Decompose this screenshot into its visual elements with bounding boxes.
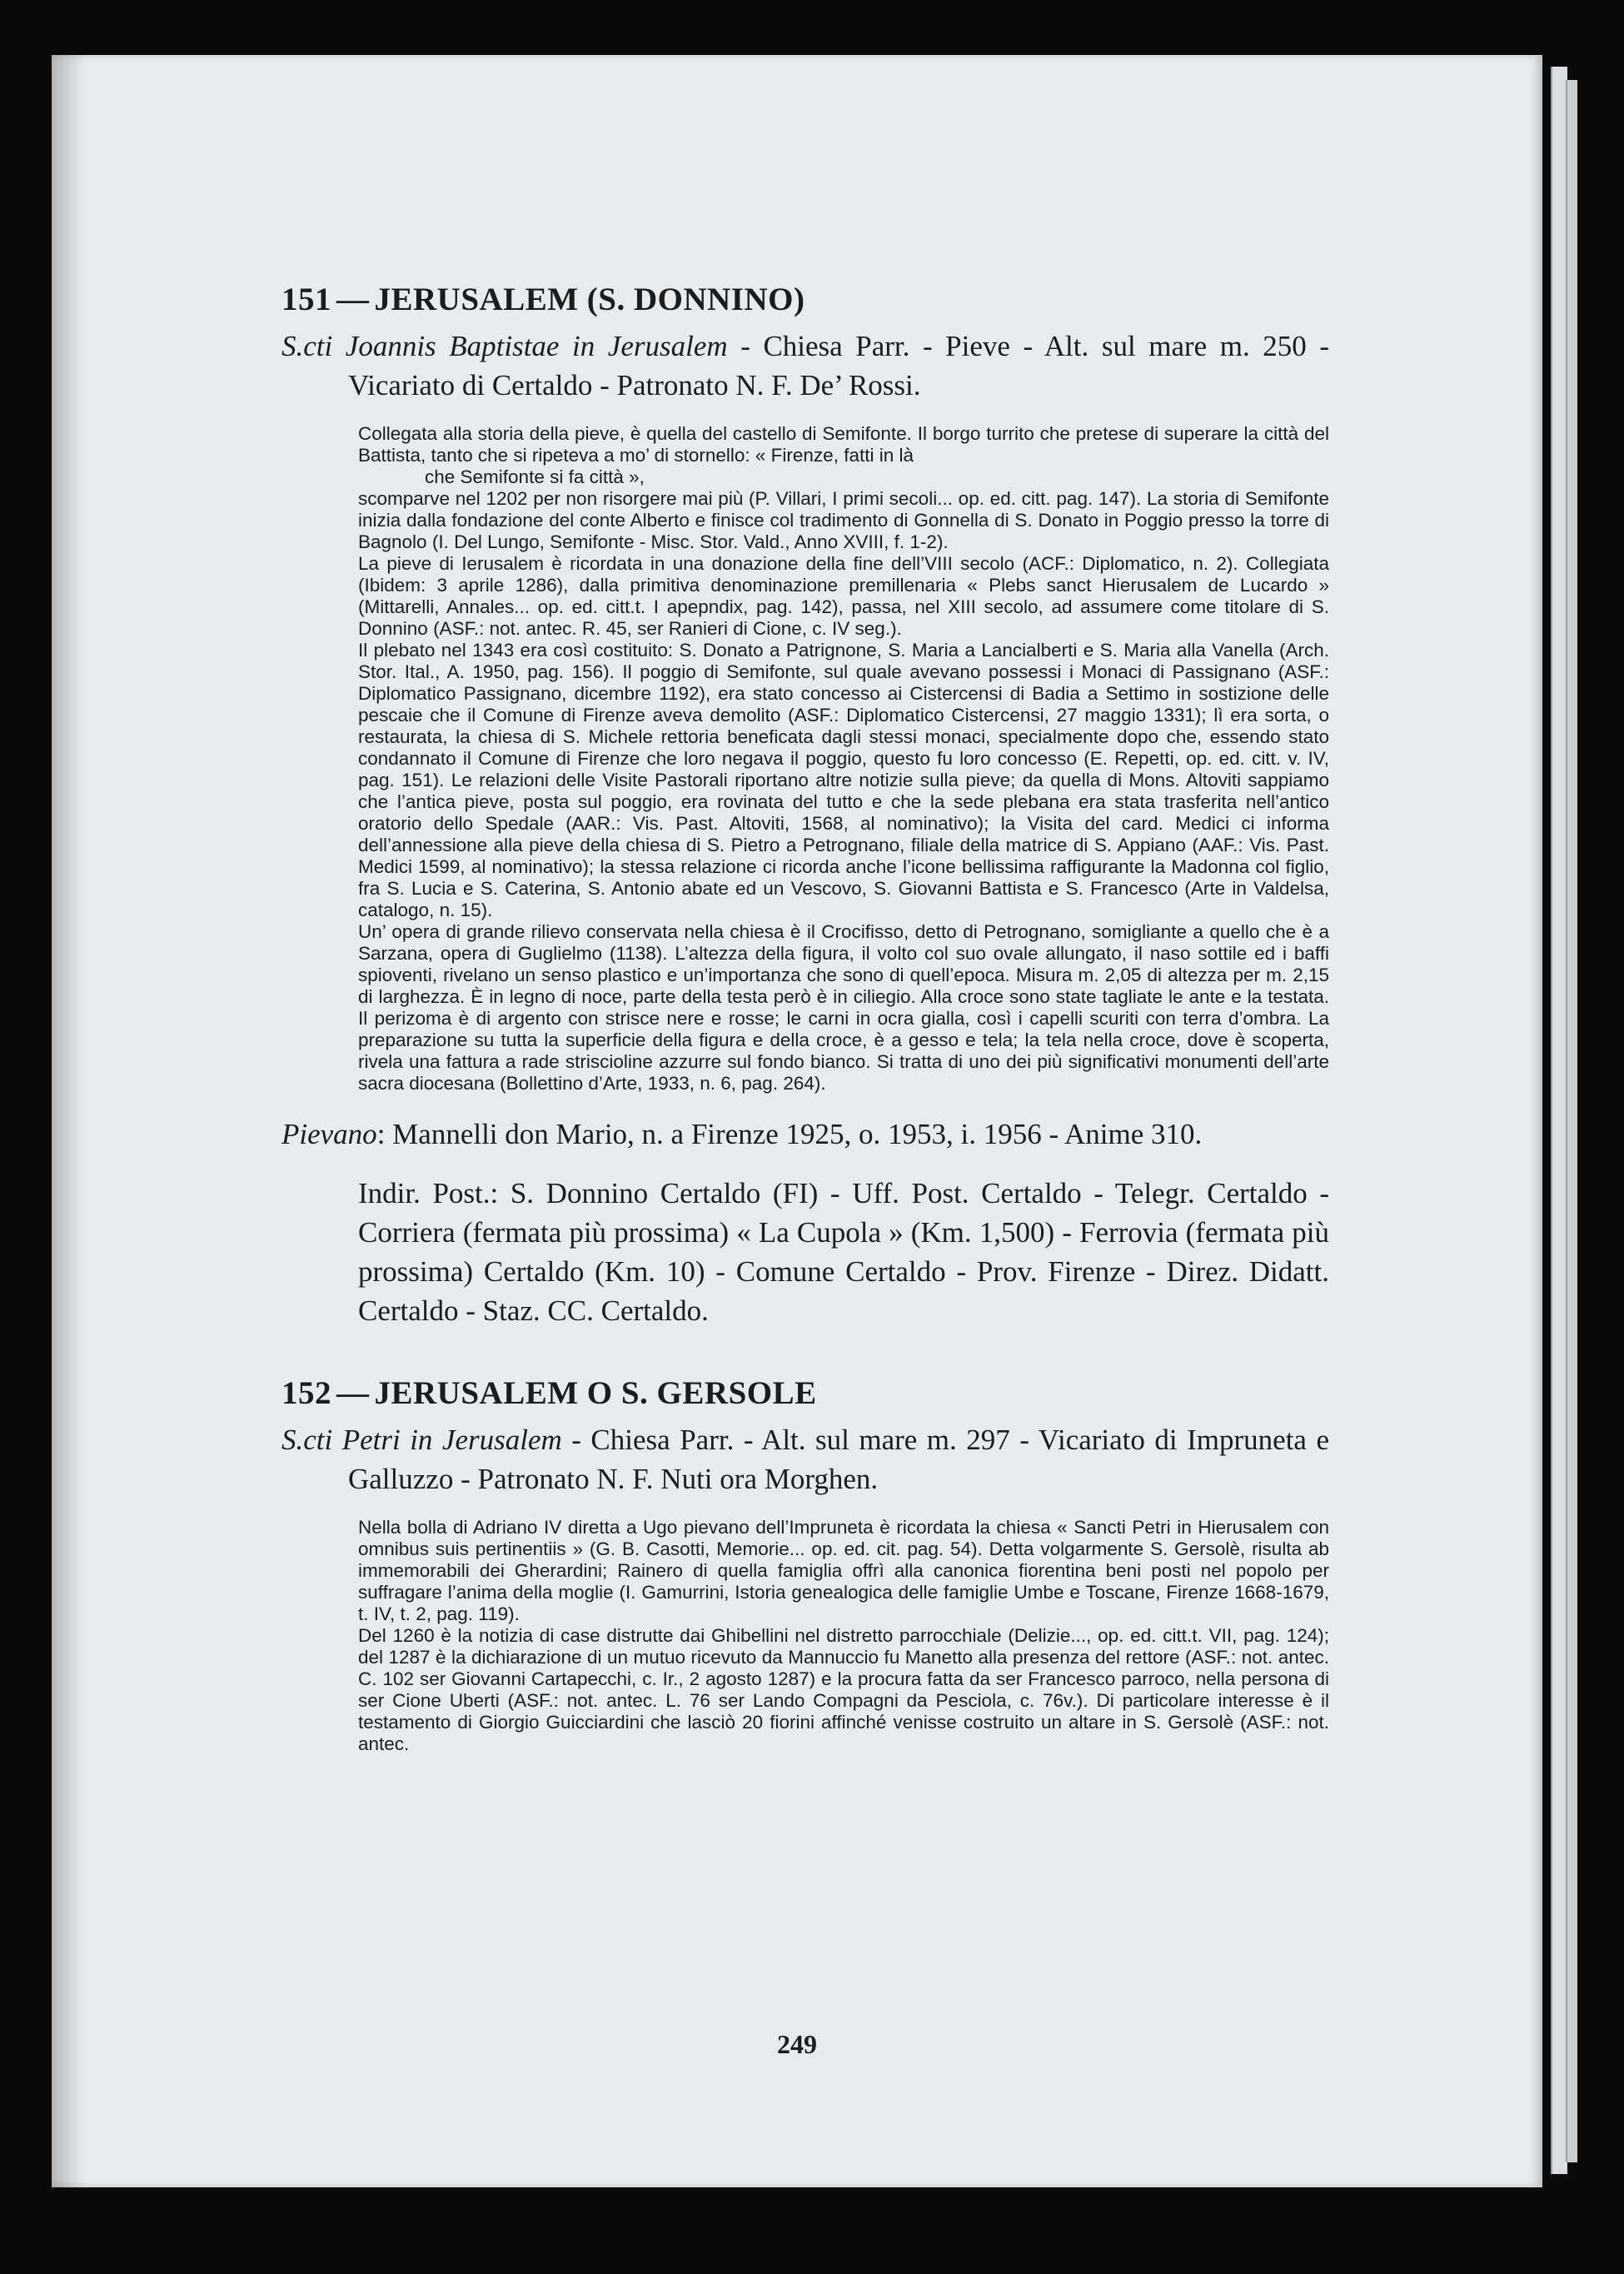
history-paragraph: Nella bolla di Adriano IV diretta a Ugo pievano dell’Impruneta è ricordata la chiesa « Sancti Petri in Hierusalem con omnibus suis pertinentiis » (G. B. Casotti, Memorie... op. ed. cit. pag. 54). Detta volgarmente S. Gersolè, risulta ab immemorabili dei Gherardini; Rainero di quella famiglia offrì alla canonica fiorentina beni posti nel popolo per suffragare l’anima della moglie (I. Gamurrini, Istoria genealogica delle famiglie Umbe e Toscane, Firenze 1668-1679, t. IV, t. 2, pag. 119). [358,1517,1329,1624]
pievano-label: Pievano [281,1118,377,1150]
history-paragraph: Un’ opera di grande rilievo conservata nella chiesa è il Crocifisso, detto di Petrognano, somigliante a quello che è a Sarzana, opera di Guglielmo (1138). L’altezza della figura, il volto col suo ovale allungato, il naso sottile ed i baffi spioventi, rivelano un senso plastico e un’importanza che sono di quell’epoca. Misura m. 2,05 di altezza per m. 2,15 di larghezza. È in legno di noce, parte della testa però è in ciliegio. Alla croce sono state tagliate le ante e la testata. Il perizoma è di argento con strisce nere e rosse; le carni in ocra gialla, così i capelli scuriti con terra d’ombra. La preparazione su tutta la superficie della figura e della croce, è a gesso e tela; la tela nella croce, dove è scoperta, rivela una fattura a rade striscioline azzurre sul fondo bianco. Si tratta di uno dei più significativi monumenti dell’arte sacra diocesana (Bollettino d’Arte, 1933, n. 6, pag. 264). [358,921,1329,1094]
history-verse: che Semifonte si fa città », [425,466,645,487]
entry-name: JERUSALEM O S. GERSOLE [374,1375,817,1411]
history-text [358,1517,1329,1755]
page-content [281,280,1329,1755]
postal-address: Indir. Post.: S. Donnino Certaldo (FI) - Uff. Post. Certaldo - Telegr. Certaldo - Corriera (fermata più prossima) « La Cupola » (Km. 1,500) - Ferrovia (fermata più prossima) Certaldo (Km. 10) - Comune Certaldo - Prov. Firenze - Direz. Didatt. Certaldo - Staz. CC. Certaldo. [358,1177,1329,1327]
entry-description [281,327,1329,405]
history-paragraph: Collegata alla storia della pieve, è quella del castello di Semifonte. Il borgo turrito che pretese di superare la città del Battista, tanto che si ripeteva a mo’ di stornello: « Firenze, fatti in là [358,423,1329,466]
page-number: 249 [777,2029,817,2059]
history-paragraph: scomparve nel 1202 per non risorgere mai più (P. Villari, I primi secoli... op. ed. citt. pag. 147). La storia di Semifonte inizia dalla fondazione del conte Alberto e finisce col tradimento di Gonnella di S. Donato in Poggio presso la torre di Bagnolo (I. Del Lungo, Semifonte - Misc. Stor. Vald., Anno XVIII, f. 1-2). [358,488,1329,552]
page-edge-stack-back [1566,80,1577,2162]
entry-description [281,1420,1329,1499]
book-page [52,55,1542,2187]
church-details: - Chiesa Parr. - Pieve - Alt. sul mare m. 250 - Vicariato di Certaldo - Patronato N. F. De’ Rossi. [348,330,1329,401]
history-text [358,423,1329,1095]
page-edge-stack [1551,67,1567,2174]
gutter-shadow [52,55,85,2187]
history-paragraph: La pieve di Ierusalem è ricordata in una donazione della fine dell’VIII secolo (ACF.: Diplomatico, n. 2). Collegiata (Ibidem: 3 aprile 1286), dalla primitiva denominazione premillenaria « Plebs sanct Hierusalem de Lucardo » (Mittarelli, Annales... op. ed. citt.t. I apepndix, pag. 142), passa, nel XIII secolo, ad assumere come titolare di S. Donnino (ASF.: not. antec. R. 45, ser Ranieri di Cione, c. IV seg.). [358,553,1329,639]
entry-name: JERUSALEM (S. DONNINO) [374,282,805,317]
entry-heading [281,280,1329,320]
entry-152 [281,1374,1329,1755]
history-paragraph: Il plebato nel 1343 era così costituito: S. Donato a Patrignone, S. Maria a Lancialberti e S. Maria alla Vanella (Arch. Stor. Ital., A. 1950, pag. 156). Il poggio di Semifonte, sul quale avevano possessi i Monaci di Passignano (ASF.: Diplomatico Passignano, dicembre 1192), era stato concesso ai Cistercensi di Badia a Settimo in sostizione delle pescaie che il Comune di Firenze aveva demolito (ASF.: Diplomatico Cistercensi, 27 maggio 1331); lì era sorta, o restaurata, la chiesa di S. Michele rettoria beneficata dagli stessi monaci, specialmente dopo che, essendo stato condannato il Comune di Firenze che loro negava il poggio, questo fu loro concesso (E. Repetti, op. ed. citt. v. IV, pag. 151). Le relazioni delle Visite Pastorali riportano altre notizie sulla pieve; da quella di Mons. Altoviti sappiamo che l’antica pieve, posta sul poggio, era rovinata del tutto e che la sede plebana era stata trasferita nell’antico oratorio dello Spedale (AAR.: Vis. Past. Altoviti, 1568, al nominativo); la Visita del card. Medici ci informa dell’annessione alla pieve della chiesa di S. Pietro a Petrognano, filiale della matrice di S. Appiano (AAF.: Vis. Past. Medici 1599, al nominativo); la stessa relazione ci ricorda anche l’icone bellissima raffigurante la Madonna col figlio, fra S. Lucia e S. Caterina, S. Antonio abate ed un Vescovo, S. Giovanni Battista e S. Francesco (Arte in Valdelsa, catalogo, n. 15). [358,640,1329,920]
church-latin-title: S.cti Petri in Jerusalem [281,1424,562,1456]
entry-151 [281,280,1329,1330]
heading-dash: — [336,282,370,317]
pievano-text: : Mannelli don Mario, n. a Firenze 1925, o. 1953, i. 1956 - Anime 310. [376,1118,1203,1150]
entry-heading [281,1374,1329,1414]
church-details: - Chiesa Parr. - Alt. sul mare m. 297 - Vicariato di Impruneta e Galluzzo - Patronato N. F. Nuti ora Morghen. [348,1424,1329,1495]
entry-number: 151 [281,282,331,317]
church-latin-title: S.cti Joannis Baptistae in Jerusalem [281,330,728,362]
heading-dash: — [336,1375,370,1411]
history-paragraph: Del 1260 è la notizia di case distrutte dai Ghibellini nel distretto parrocchiale (Delizie..., op. ed. citt.t. VII, pag. 124); del 1287 è la dichiarazione di un mutuo ricevuto da Mannuccio fu Manetto alla presenza del rettore (ASF.: not. antec. C. 102 ser Giovanni Cartapecchi, c. Ir., 2 agosto 1287) e la procura fatta da ser Francesco parroco, nella persona di ser Cione Uberti (ASF.: not. antec. L. 76 ser Lando Compagni da Pesciola, c. 76v.). Di particolare interesse è il testamento di Giorgio Guicciardini che lasciò 20 fiorini affinché venisse costruito un altare in S. Gersolè (ASF.: not. antec. [358,1625,1329,1754]
pievano-line [281,1115,1329,1154]
entry-number: 152 [281,1375,331,1411]
